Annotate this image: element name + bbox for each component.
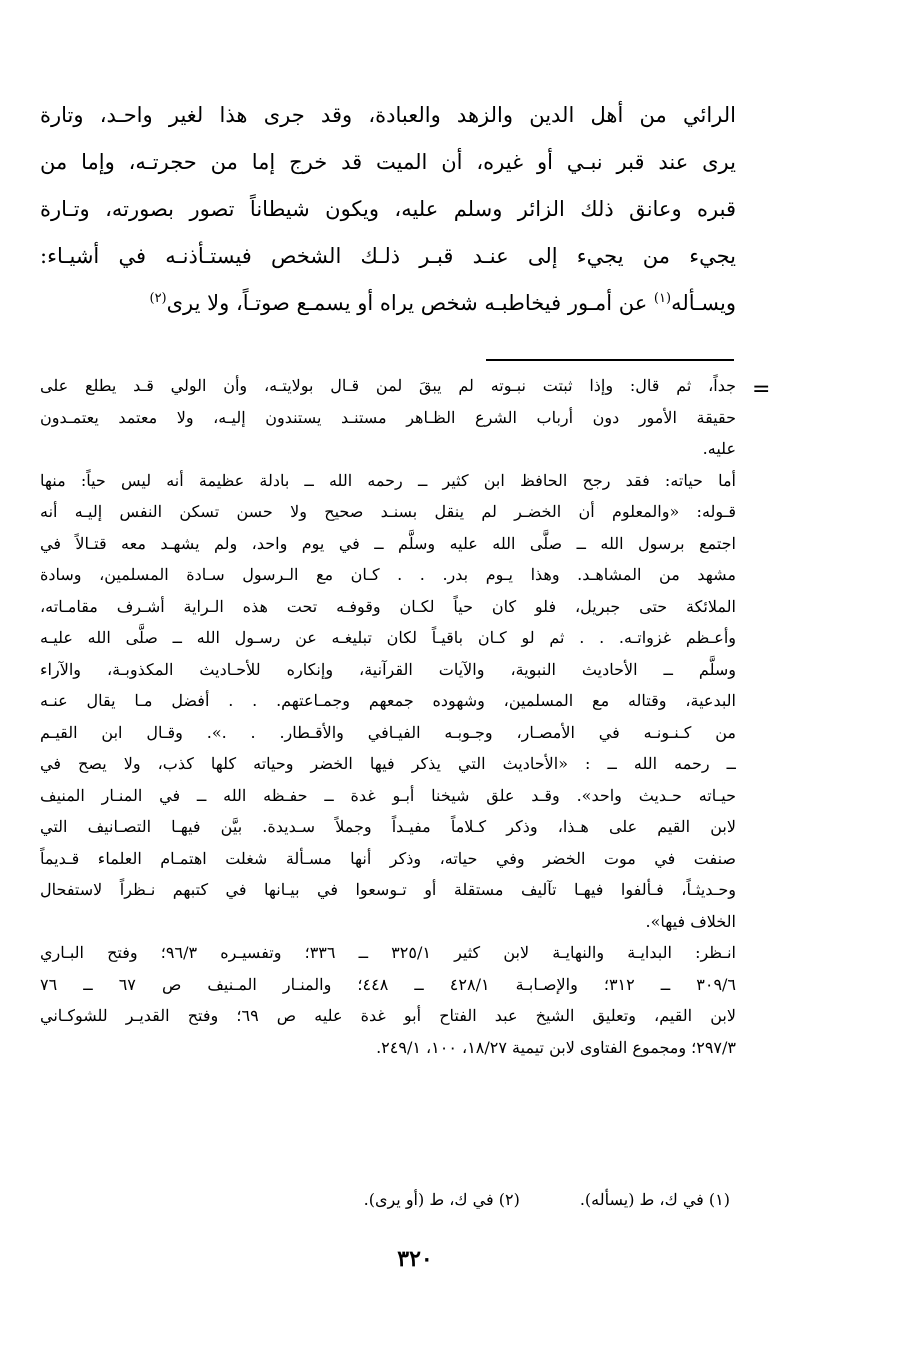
footnote-line: الخلاف فيها».	[645, 911, 736, 931]
footnote-line: مشهد من المشاهـد. وهذا يـوم بدر. . . كـان مع الـرسول سـادة المسلمين، وسادة	[40, 565, 736, 584]
footnote-2: (٢) في ك، ط (أو يرى).	[363, 1190, 520, 1209]
footnote-line: حيـاته حـديث واحد». وقـد علق شيخنا أبـو غدة ــ حفـظه الله ــ في المنـار المنيف	[40, 785, 736, 805]
footnote-line: ــ رحمه الله ــ : «الأحاديث التي يذكر فيها الخضر وحياته كلها كذب، ولا يصح في	[40, 754, 736, 773]
footnote-line: ٣٠٩/٦ ــ ٣١٢؛ والإصـابـة ٤٢٨/١ ــ ٤٤٨؛ والمنـار المـنيف ص ٦٧ ــ ٧٦	[40, 974, 736, 994]
footnote-line: من كـنـونـه في الأمصـار، وجـوبـه الفيـافي والأقـطار. . .». وقـال ابن القيـم	[40, 722, 736, 742]
page-number: ٣٢٠	[397, 1246, 433, 1272]
footnote-line: حقيقة الأمور دون أرباب الشرع الظـاهر مستنـد يستندون إليـه، ولا معتمد يعتمـدون	[40, 407, 736, 427]
main-text-line: يرى عند قبر نبـي أو غيره، أن الميت قد خرج إما من حجرتـه، وإما من	[40, 150, 736, 174]
footnote-line: وأعـظم غزواتـه. . . ثم لو كـان باقيـاً لكان تبليغـه عن رسـول الله ــ صلَّى الله عليـه	[40, 628, 736, 647]
footnote-line: وسلَّم ــ الأحاديث النبوية، والآيات القرآنية، وإنكاره للأحـاديث المكذوبـة، والآراء	[40, 659, 736, 679]
footnote-line: ٢٩٧/٣؛ ومجموع الفتاوى لابن تيمية ١٨/٢٧، ١٠٠، ٢٤٩/١.	[376, 1037, 736, 1057]
main-text-line: يجيء من يجيء إلى عنـد قبـر ذلـك الشخص فيستـأذنـه في أشيـاء:	[40, 244, 736, 268]
footnote-line: انـظر: البدايـة والنهايـة لابن كثير ٣٢٥/١ ــ ٣٣٦؛ وتفسيـره ٩٦/٣؛ وفتح البـاري	[40, 943, 736, 962]
footnote-line: صنفت في موت الخضر وفي حياته، وذكر أنها مسـألة شغلت اهتمـام العلماء قـديماً	[40, 848, 736, 868]
footnote-line: أما حياته: فقد رجح الحافظ ابن كثير ــ رحمه الله ــ بادلة عظيمة أنه ليس حياً: منها	[40, 470, 736, 490]
footnote-line: وحـديثـاً، فـألفوا فيهـا تآليف مستقلة أو تـوسعوا في بيـانها في كتبهم نـظراً لاستفحال	[40, 880, 736, 899]
footnote-continuation-block	[40, 370, 736, 1063]
footnote-line: قـوله: «والمعلوم أن الخضـر لم ينقل بسنـد صحيح ولا حسن تسكن النفس إليـه أنه	[40, 502, 736, 521]
main-text-line: قبره وعانق ذلك الزائر وسلم عليه، ويكون شيطاناً تصور بصورته، وتـارة	[40, 197, 736, 221]
footnote-line: لابن القيم على هـذا، وذكر كـلاماً مفيـداً وجملاً سـديدة. بيَّن فيهـا التصـانيف التي	[40, 817, 736, 836]
footnote-reference-1: (١)	[653, 291, 672, 306]
footnote-line: البدعية، وقتاله مع المسلمين، وشهوده جمعهم وجمـاعتهم. . . أفضل مـا يقال عنـه	[40, 691, 736, 710]
footnote-line: الملائكة حتى جبريل، فلو كان حياً لكـان وقوفـه تحت هذه الـراية أشـرف مقامـاته،	[40, 596, 736, 616]
footnote-line: لابن القيم، وتعليق الشيخ عبد الفتاح أبو غدة عليه ص ٦٩؛ وفتح القديـر للشوكـاني	[40, 1006, 736, 1025]
main-text-fragment: ويسـأله	[671, 291, 736, 315]
footnote-line: اجتمع برسول الله ــ صلَّى الله عليه وسلَّم ــ في يوم واحد، ولم يشهـد معه قتـالاً في	[40, 533, 736, 553]
footnote-reference-2: (٢)	[149, 291, 167, 306]
main-text-block	[40, 92, 736, 327]
footnote-line: عليه.	[702, 439, 736, 458]
footnote-separator-rule	[486, 359, 734, 361]
footnote-line: جداً، ثم قال: وإذا ثبتت نبـوته لم يبقَ لمن قـال بولايتـه، وأن الولي قـد يطلع على	[40, 376, 736, 395]
footnote-1: (١) في ك، ط (يسأله).	[579, 1190, 730, 1209]
footnote-continuation-marker: =	[752, 377, 771, 402]
main-text-last-line	[40, 280, 736, 327]
footnote-references	[210, 1184, 730, 1216]
main-text-line: الرائي من أهل الدين والزهد والعبادة، وقد جرى هذا لغير واحـد، وتارة	[40, 103, 736, 127]
main-text-fragment: عن أمـور فيخاطبـه شخص يراه أو يسمـع صوتـاً، ولا يرى	[166, 291, 654, 315]
